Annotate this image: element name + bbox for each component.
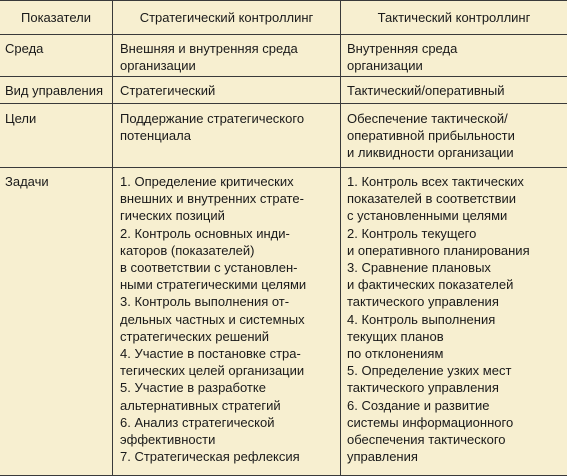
row-label-environment: Среда [5, 41, 44, 56]
cell-strategic-goals: Поддержание стратегического потенциала [120, 111, 305, 144]
cell-tactical-environment: Внутренняя среда организации [347, 41, 458, 74]
column-divider [340, 0, 341, 476]
cell-tactical-management-type: Тактический/оперативный [347, 83, 505, 98]
row-label-management-type: Вид управления [5, 83, 104, 98]
table-border-top [0, 0, 567, 1]
cell-tactical-tasks: 1. Контроль всех тактических показателей в соответствии с установленными целями 2. Контроль текущего и оперативного планирования 3. Сравнение плановых и фактических показателей тактического управления 4. Контроль выполнения текущих планов по отклонениям 5. Определение узких мест тактического управления 6. Создание и развитие системы информационного обеспечения тактического управления [347, 174, 530, 465]
cell-strategic-management-type: Стратегический [120, 83, 216, 98]
row-label-tasks: Задачи [5, 174, 49, 189]
header-indicators: Показатели [21, 10, 91, 25]
column-divider [112, 0, 113, 476]
header-tactical: Тактический контроллинг [377, 10, 531, 25]
cell-strategic-tasks: 1. Определение критических внешних и внутренних страте- гических позиций 2. Контроль основных инди- каторов (показателей) в соответствии с установлен- ными стратегическими целями 3. Контроль выполнения от- дельных частных и системных стратегических решений 4. Участие в постановке стра- тегических целей организации 5. Участие в разработке альтернативных стратегий 6. Анализ стратегической эффективности 7. Стратегическая рефлексия [120, 174, 307, 465]
header-strategic: Стратегический контроллинг [139, 10, 314, 25]
row-divider [0, 103, 567, 104]
row-label-goals: Цели [5, 111, 37, 126]
cell-strategic-environment: Внешняя и внутренняя среда организации [120, 41, 298, 74]
row-divider [0, 76, 567, 77]
header-divider [0, 34, 567, 35]
row-divider [0, 167, 567, 168]
cell-tactical-goals: Обеспечение тактической/ оперативной прибыльности и ликвидности организации [347, 111, 515, 161]
